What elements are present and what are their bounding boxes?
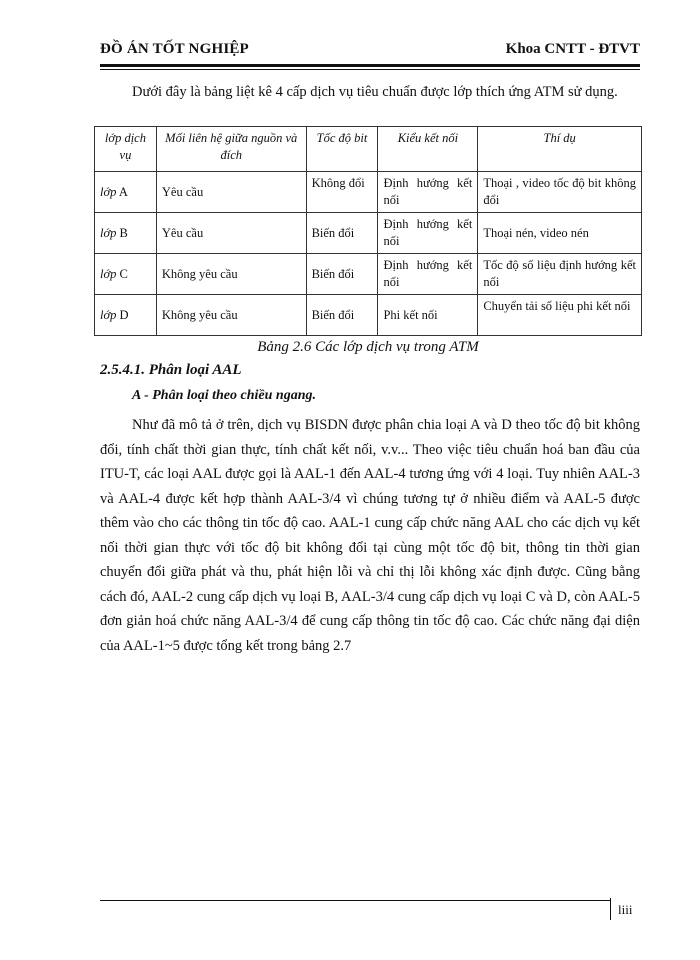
table-cell-example: Chuyển tải số liệu phi kết nối	[478, 295, 642, 336]
table-header-cell: lớp dịch vụ	[95, 127, 157, 172]
table-cell-class: lớp A	[95, 172, 157, 213]
table-cell-relation: Không yêu cầu	[156, 254, 306, 295]
service-class-table	[94, 126, 642, 336]
section-heading: 2.5.4.1. Phân loại AAL	[100, 362, 242, 378]
table-cell-relation: Yêu cầu	[156, 213, 306, 254]
table-cell-connection: Phi kết nối	[378, 295, 478, 336]
body-text: Như đã mô tả ở trên, dịch vụ BISDN được phân chia loại A và D theo tốc độ bit không đổi, tính chất thời gian thực, tính chất kết nối, v.v... Theo việc tiêu chuẩn hoá ban đầu của ITU-T, các loại AAL được gọi là AAL-1 đến AAL-4 tương ứng với 4 loại. Tuy nhiên AAL-3 và AAL-4 được kết hợp thành AAL-3/4 vì chúng tương tự ở nhiều điểm và AAL-5 được thêm vào cho các thông tin tốc độ cao. AAL-1 cung cấp chức năng AAL cho các dịch vụ kết nối thời gian thực với tốc độ bit không đổi tại cùng một tốc độ bit, thông tin thời gian chuyển đổi giữa phát và thu, phát hiện lỗi và chỉ thị lỗi không xác định được. Cũng bằng cách đó, AAL-2 cung cấp dịch vụ loại B, AAL-3/4 cung cấp dịch vụ loại C và D, còn AAL-5 đơn giản hoá chức năng AAL-3/4 để cung cấp thông tin tốc độ cao. Các chức năng đại diện của AAL-1~5 được tổng kết trong bảng 2.7	[100, 417, 640, 654]
intro-text: Dưới đây là bảng liệt kê 4 cấp dịch vụ tiêu chuẩn được lớp thích ứng ATM sử dụng.	[132, 84, 618, 100]
table-cell-relation: Yêu cầu	[156, 172, 306, 213]
table-caption: Bảng 2.6 Các lớp dịch vụ trong ATM	[257, 339, 479, 355]
table-cell-class: lớp D	[95, 295, 157, 336]
page-number: liii	[618, 902, 633, 917]
table-cell-class: lớp B	[95, 213, 157, 254]
table-cell-connection: Định hướng kết nối	[378, 172, 478, 213]
body-paragraph	[100, 413, 640, 658]
table-header-cell: Kiểu kết nối	[378, 127, 478, 172]
subsection-heading: A - Phân loại theo chiều ngang.	[132, 388, 316, 403]
table-cell-class: lớp C	[95, 254, 157, 295]
table-cell-bitrate: Biến đổi	[306, 254, 378, 295]
table-header-row	[95, 127, 642, 172]
header-rule-thick	[100, 64, 640, 67]
footer-rule	[100, 900, 610, 901]
table-header-cell: Tốc độ bit	[306, 127, 378, 172]
table-cell-example: Tốc độ số liệu định hướng kết nối	[478, 254, 642, 295]
table-cell-relation: Không yêu cầu	[156, 295, 306, 336]
table-cell-example: Thoại nén, video nén	[478, 213, 642, 254]
table-cell-bitrate: Biến đổi	[306, 213, 378, 254]
footer-rule-vertical	[610, 898, 611, 920]
header-rule-thin	[100, 69, 640, 70]
table-cell-connection: Định hướng kết nối	[378, 254, 478, 295]
table-cell-bitrate: Biến đổi	[306, 295, 378, 336]
table-cell-example: Thoại , video tốc độ bit không đổi	[478, 172, 642, 213]
table-row	[95, 172, 642, 213]
table-row	[95, 254, 642, 295]
header-department: Khoa CNTT - ĐTVT	[505, 41, 640, 57]
table-cell-bitrate: Không đổi	[306, 172, 378, 213]
header-title: ĐỒ ÁN TỐT NGHIỆP	[100, 41, 249, 57]
page-header	[100, 38, 640, 60]
table-row	[95, 213, 642, 254]
table-header-cell: Mối liên hệ giữa nguồn và đích	[156, 127, 306, 172]
table-cell-connection: Định hướng kết nối	[378, 213, 478, 254]
intro-paragraph	[100, 80, 640, 104]
table-row	[95, 295, 642, 336]
table-header-cell: Thí dụ	[478, 127, 642, 172]
